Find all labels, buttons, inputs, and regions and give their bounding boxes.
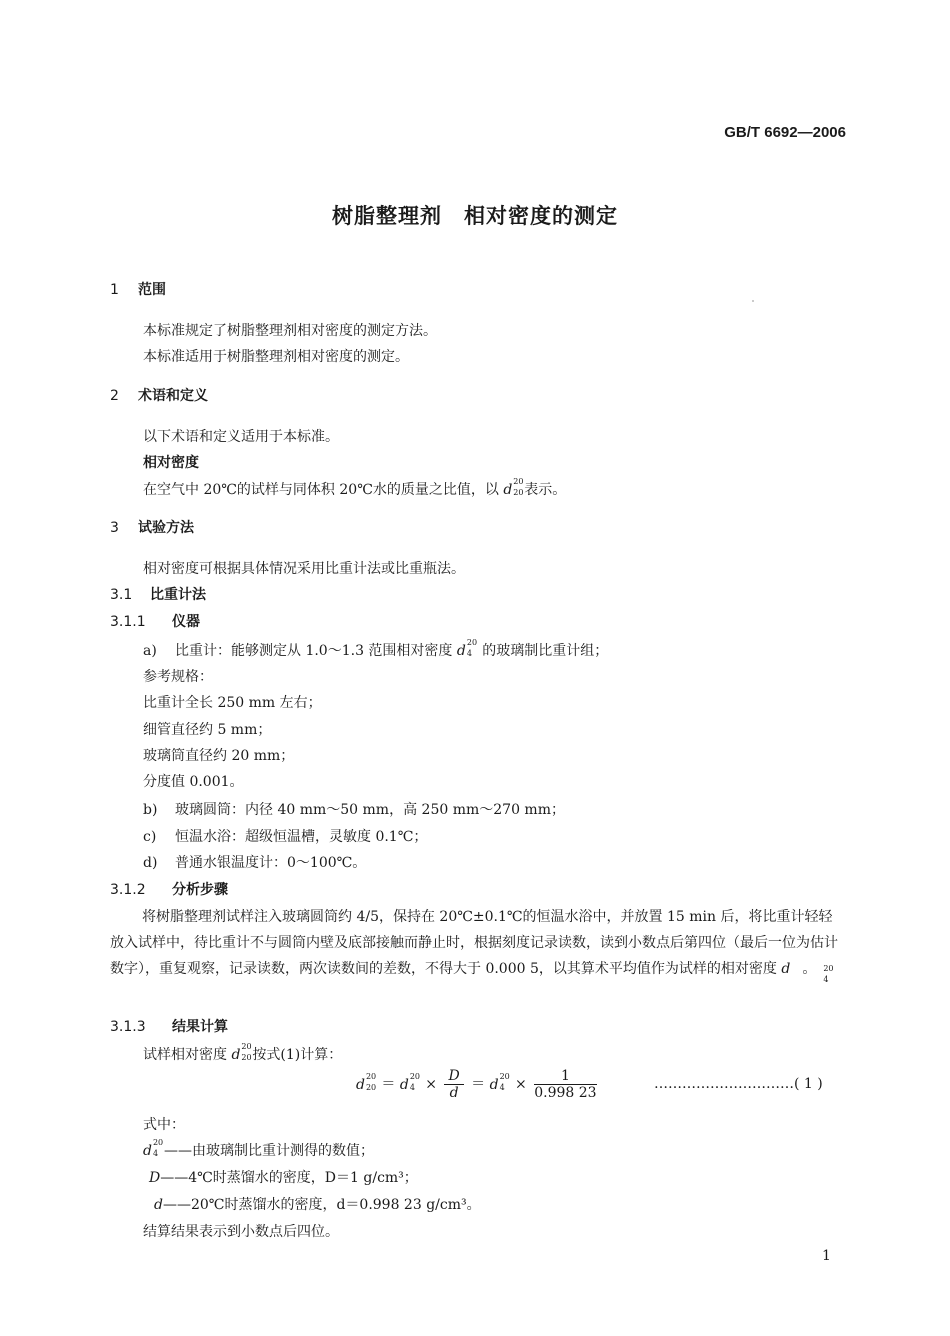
procedure-text-end: 。 <box>802 961 817 977</box>
numerator: D <box>444 1068 463 1085</box>
list-text: 普通水银温度计：0～100℃。 <box>175 855 367 871</box>
list-text: 比重计：能够测定从 1.0～1.3 范围相对密度 <box>175 643 457 659</box>
equals-sign: ＝ <box>381 1076 396 1093</box>
symbol-d-20-4: d 20 4 <box>399 1071 421 1093</box>
spec-line: 细管直径约 5 mm； <box>143 722 272 738</box>
paragraph: 本标准适用于树脂整理剂相对密度的测定。 <box>143 349 409 365</box>
symbol-d: d <box>154 1197 163 1213</box>
section-number: 3.1.2 <box>110 882 146 898</box>
where-text: ——4℃时蒸馏水的密度，D＝1 g/cm³； <box>160 1170 418 1186</box>
where-text: ——由玻璃制比重计测得的数值； <box>163 1143 374 1159</box>
list-text: 恒温水浴：超级恒温槽，灵敏度 0.1℃； <box>175 829 428 845</box>
list-label: b) <box>143 802 158 818</box>
symbol-d-20-20: d 20 20 <box>356 1071 377 1093</box>
section-title: 结果计算 <box>172 1019 228 1035</box>
symbol-d-20-20: d 20 20 <box>503 477 524 498</box>
section-number: 3 <box>110 520 119 536</box>
section-title: 术语和定义 <box>138 388 208 404</box>
definition-text-end: 表示。 <box>524 482 567 498</box>
paragraph: 参考规格： <box>143 669 213 685</box>
spec-line: 分度值 0.001。 <box>143 774 244 790</box>
definition-text: 在空气中 20℃的试样与同体积 20℃水的质量之比值，以 <box>143 482 504 498</box>
equation-label: ( 1 ) <box>794 1076 823 1092</box>
equals-sign: ＝ <box>471 1076 486 1093</box>
times-sign: × <box>515 1076 527 1093</box>
numerator: 1 <box>534 1068 596 1085</box>
section-number: 3.1.1 <box>110 614 146 630</box>
list-item-a <box>143 640 608 660</box>
symbol-d-20-20: d 20 20 <box>231 1042 252 1063</box>
list-text-end: 的玻璃制比重计组； <box>477 643 609 659</box>
term-definition <box>143 479 566 499</box>
page-number: 1 <box>822 1248 831 1264</box>
section-number: 3.1 <box>110 587 133 603</box>
section-number: 2 <box>110 388 119 404</box>
list-item-b <box>143 799 565 819</box>
section-title: 分析步骤 <box>172 882 228 898</box>
list-label: a) <box>143 643 157 659</box>
section-number: 1 <box>110 282 119 298</box>
symbol-d-20-4: d 20 4 <box>456 638 478 659</box>
scan-speck <box>752 300 754 302</box>
spec-line: 玻璃筒直径约 20 mm； <box>143 748 295 764</box>
document-title: 树脂整理剂 相对密度的测定 <box>332 204 618 228</box>
leader-dots: ………………………… <box>654 1076 794 1092</box>
denominator: d <box>449 1085 459 1101</box>
where-label: 式中： <box>143 1117 185 1133</box>
section-3-1-heading <box>110 584 206 604</box>
where-item-3 <box>154 1194 481 1214</box>
section-1-heading <box>110 279 166 299</box>
section-title: 比重计法 <box>150 587 206 603</box>
times-sign: × <box>425 1076 438 1093</box>
symbol-d-20-4: d 20 4 <box>143 1138 164 1159</box>
where-item-2 <box>149 1167 418 1187</box>
section-3-1-3-heading <box>110 1016 228 1036</box>
section-number: 3.1.3 <box>110 1019 146 1035</box>
calc-intro-text: 试样相对密度 <box>143 1047 232 1063</box>
calc-intro-end: 按式(1)计算： <box>252 1047 343 1063</box>
fraction-constant <box>534 1068 596 1101</box>
paragraph: 结算结果表示到小数点后四位。 <box>143 1224 339 1240</box>
procedure-text: 将树脂整理剂试样注入玻璃圆筒约 4/5，保持在 20℃±0.1℃的恒温水浴中，并放置 15 min 后，将比重计轻轻放入试样中，待比重计不与圆筒内壁及底部接触而静止时，根据刻度记录读数，读到小数点后第四位（最后一位为估计数字），重复观察，记录读数，两次读数间的差数，不得大于 0.000 5，以其算术平均值作为试样的相对密度 <box>110 909 838 977</box>
section-title: 范围 <box>138 282 166 298</box>
list-item-c <box>143 826 427 846</box>
spec-line: 比重计全长 250 mm 左右； <box>143 695 322 711</box>
list-item-d <box>143 852 366 872</box>
section-title: 试验方法 <box>138 520 194 536</box>
section-3-1-1-heading <box>110 611 200 631</box>
symbol-d-20-4: d 20 4 <box>781 961 834 984</box>
paragraph: 相对密度可根据具体情况采用比重计法或比重瓶法。 <box>143 561 465 577</box>
procedure-paragraph <box>110 904 842 982</box>
where-text: ——20℃时蒸馏水的密度，d＝0.998 23 g/cm³。 <box>162 1197 481 1213</box>
section-2-heading <box>110 385 208 405</box>
list-text: 玻璃圆筒：内径 40 mm～50 mm，高 250 mm～270 mm； <box>175 802 565 818</box>
calc-intro <box>143 1044 342 1064</box>
symbol-d-20-4: d 20 4 <box>489 1071 510 1093</box>
paragraph: 本标准规定了树脂整理剂相对密度的测定方法。 <box>143 323 437 339</box>
list-label: d) <box>143 855 158 871</box>
symbol-D: D <box>149 1170 161 1186</box>
denominator: 0.998 23 <box>534 1085 597 1101</box>
section-3-1-2-heading <box>110 879 228 899</box>
section-3-heading <box>110 517 194 537</box>
where-item-1 <box>143 1140 374 1160</box>
section-title: 仪器 <box>172 614 200 630</box>
equation-number <box>654 1076 823 1092</box>
fraction-D-over-d <box>444 1068 463 1101</box>
term-heading: 相对密度 <box>143 455 199 471</box>
formula-1 <box>356 1068 600 1101</box>
paragraph: 以下术语和定义适用于本标准。 <box>143 429 339 445</box>
standard-number: GB/T 6692—2006 <box>724 124 846 141</box>
list-label: c) <box>143 829 157 845</box>
